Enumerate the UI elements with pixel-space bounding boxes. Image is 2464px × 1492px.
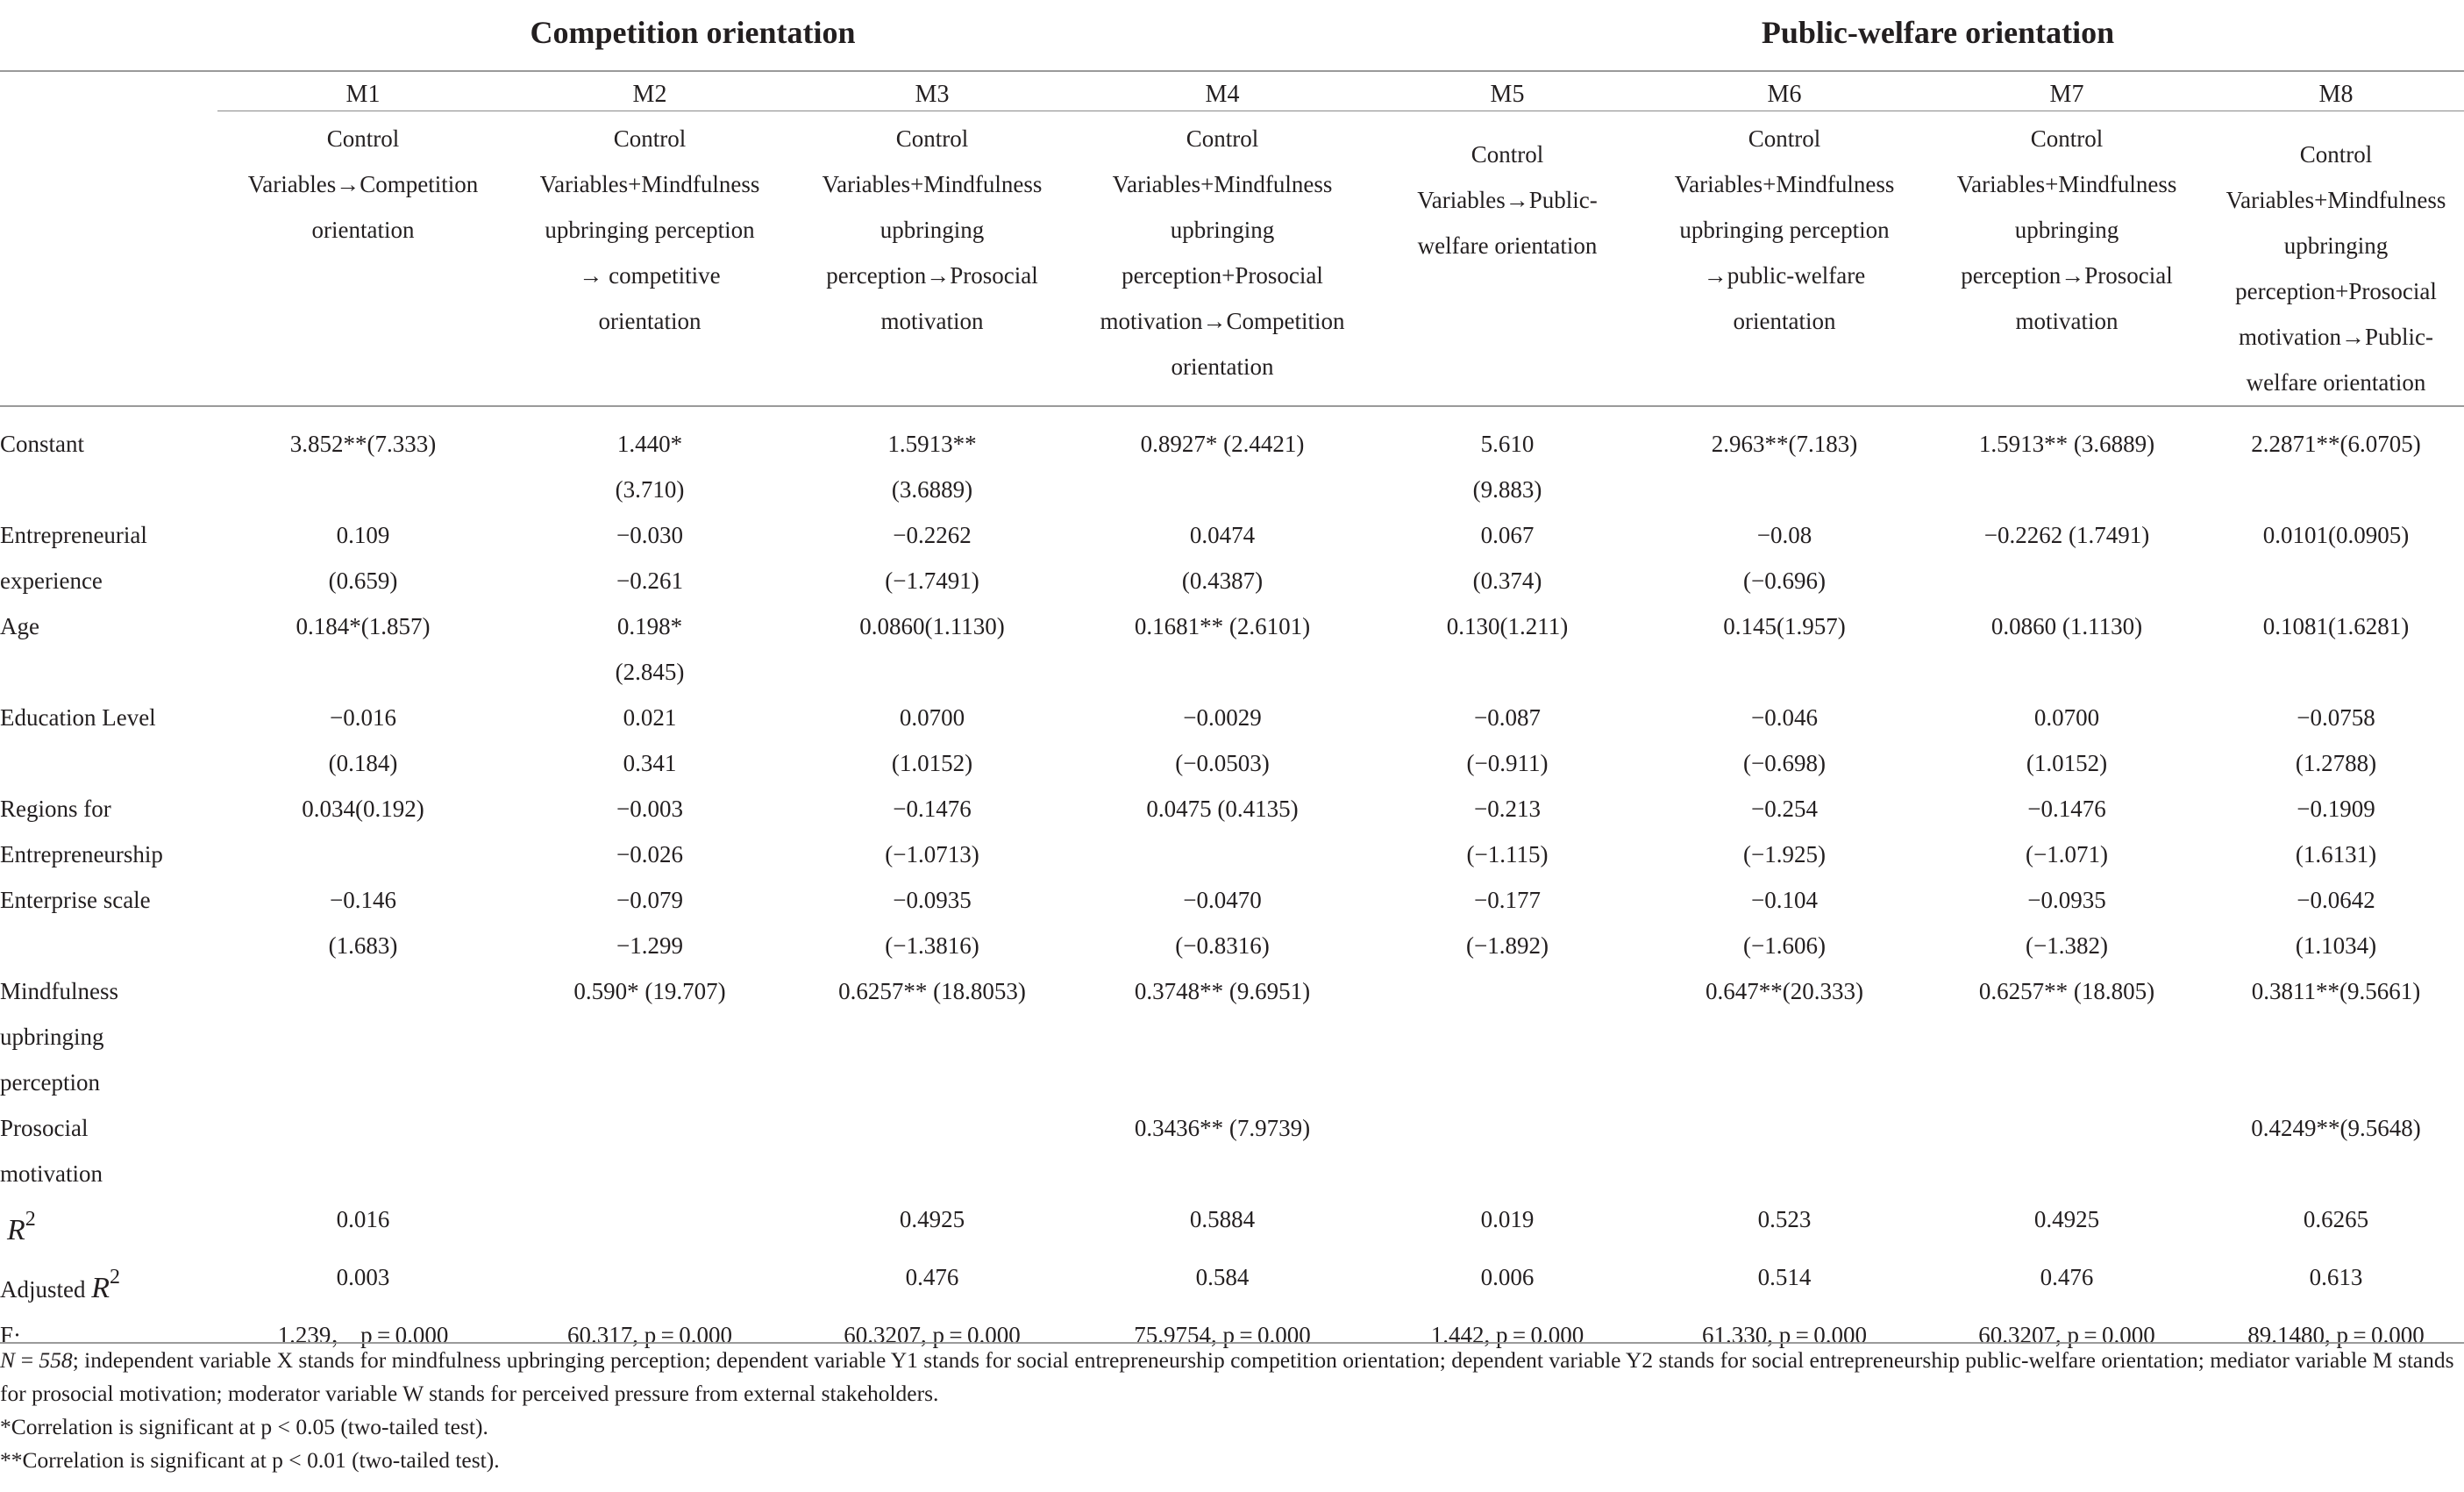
cell-line: −0.0935	[2027, 887, 2106, 913]
table-cell	[2208, 968, 2464, 1105]
cell-line: 0.067	[1480, 522, 1535, 548]
cell-line: −0.08	[1756, 522, 1812, 548]
cell-line: −0.104	[1751, 887, 1818, 913]
cell-line: 0.0700	[2033, 704, 2100, 731]
table-cell	[217, 603, 509, 695]
model-desc-line: Variables+Mindfulness	[1674, 171, 1895, 197]
table-cell	[509, 877, 791, 968]
table-cell	[217, 695, 509, 786]
row-label-line: Age	[0, 613, 39, 639]
row-label-line: Education Level	[0, 704, 156, 731]
cell-line: 0.0860(1.1130)	[859, 613, 1005, 639]
table-cell	[509, 786, 791, 877]
table-row	[0, 695, 2464, 786]
model-id-blank	[0, 75, 217, 116]
row-label-line: motivation	[0, 1160, 103, 1187]
table-cell	[1643, 968, 1926, 1105]
model-id-row	[0, 75, 2464, 116]
table-row	[0, 877, 2464, 968]
cell-line: −0.2262	[893, 522, 972, 548]
table-cell	[1643, 512, 1926, 603]
model-desc-line: Control	[613, 125, 687, 152]
cell-line: (−1.7491)	[885, 568, 979, 594]
table-cell	[1643, 877, 1926, 968]
group-title-competition: Competition orientation	[530, 15, 856, 50]
table-cell: 60.3207, p = 0.000	[1978, 1322, 2155, 1348]
table-row	[0, 603, 2464, 695]
r2-symbol: R	[7, 1214, 25, 1246]
model-desc-line: orientation	[311, 217, 415, 243]
table-cell	[1926, 968, 2208, 1105]
table-notes	[0, 1344, 2455, 1477]
table-cell: 0.5884	[1189, 1206, 1256, 1232]
table-cell	[509, 968, 791, 1105]
table-row	[0, 786, 2464, 877]
cell-line: 0.184*(1.857)	[296, 613, 431, 639]
cell-line	[1643, 1105, 1926, 1151]
cell-line: −0.0758	[2297, 704, 2375, 731]
table-cell: 0.019	[1480, 1206, 1535, 1232]
table-cell	[1371, 1105, 1643, 1196]
cell-line: (3.710)	[615, 476, 685, 503]
cell-line: −0.261	[616, 568, 683, 594]
cell-line: (−1.3816)	[885, 932, 979, 959]
cell-line: −0.046	[1751, 704, 1818, 731]
cell-line: (−0.8316)	[1175, 932, 1270, 959]
row-label-line: Entrepreneurial	[0, 522, 147, 548]
cell-line: 1.5913**	[887, 431, 977, 457]
table-cell: 1.442, p = 0.000	[1430, 1322, 1585, 1348]
model-desc-line: perception→Prosocial	[1961, 262, 2173, 289]
cell-line: 0.021	[623, 704, 677, 731]
model-id-m7: M7	[2049, 81, 2084, 108]
model-desc-line: upbringing	[2283, 232, 2389, 259]
model-desc-line: Variables→Competition	[247, 171, 479, 197]
model-desc-line: Variables+Mindfulness	[539, 171, 760, 197]
cell-line: 0.590* (19.707)	[573, 978, 726, 1004]
cell-line: 5.610	[1480, 431, 1535, 457]
table-cell: 0.6265	[2303, 1206, 2369, 1232]
table-row	[0, 968, 2464, 1105]
table-cell	[1926, 786, 2208, 877]
table-cell: 0.003	[336, 1264, 390, 1290]
model-desc-line: Control	[2030, 125, 2104, 152]
model-desc-line: Variables+Mindfulness	[1956, 171, 2177, 197]
table-cell	[1926, 877, 2208, 968]
table-cell: 0.476	[905, 1264, 959, 1290]
model-desc-line: Control	[1186, 125, 1259, 152]
table-cell	[1371, 877, 1643, 968]
cell-line: 0.0860 (1.1130)	[1990, 613, 2143, 639]
cell-line: −0.030	[616, 522, 683, 548]
table-cell	[2208, 877, 2464, 968]
table-row	[0, 512, 2464, 603]
table-cell	[1073, 512, 1371, 603]
cell-line: 0.130(1.211)	[1446, 613, 1569, 639]
model-desc-line: upbringing	[2014, 217, 2119, 243]
table-cell	[2208, 603, 2464, 695]
table-cell: 0.613	[2309, 1264, 2363, 1290]
cell-line: −0.087	[1474, 704, 1541, 731]
table-cell: 60.3207, p = 0.000	[844, 1322, 1021, 1348]
model-desc-line: upbringing	[879, 217, 985, 243]
table-cell	[1371, 603, 1643, 695]
cell-line: (1.0152)	[2026, 750, 2108, 776]
model-desc-line: motivation	[880, 308, 984, 334]
table-cell	[2208, 1105, 2464, 1196]
table-cell	[791, 695, 1073, 786]
row-label-line: experience	[0, 568, 103, 594]
cell-line: (1.683)	[328, 932, 398, 959]
cell-line: (9.883)	[1472, 476, 1542, 503]
table-cell	[217, 1105, 509, 1196]
cell-line: (−1.071)	[2026, 841, 2108, 867]
row-label	[0, 406, 217, 512]
cell-line	[1371, 1105, 1643, 1151]
model-desc-line: Control	[326, 125, 400, 152]
cell-line: (0.659)	[328, 568, 398, 594]
table-cell	[1926, 695, 2208, 786]
model-desc-line: perception+Prosocial	[1122, 262, 1323, 289]
model-desc-line: perception+Prosocial	[2235, 278, 2437, 304]
model-desc-m7	[1926, 116, 2208, 406]
model-id-m2: M2	[632, 81, 667, 108]
model-desc-line: →public-welfare	[1703, 262, 1866, 289]
model-desc-line: Control	[1748, 125, 1821, 152]
row-label-line: upbringing	[0, 1024, 104, 1050]
table-cell	[1073, 786, 1371, 877]
cell-line: −0.2262 (1.7491)	[1983, 522, 2150, 548]
cell-line: −0.0642	[2297, 887, 2375, 913]
cell-line: −0.0029	[1183, 704, 1262, 731]
cell-line: −1.299	[616, 932, 683, 959]
table-cell	[217, 877, 509, 968]
row-label	[0, 877, 217, 968]
cell-line: 0.6257** (18.8053)	[838, 978, 1026, 1004]
model-desc-line: orientation	[1171, 353, 1274, 380]
table-cell	[2208, 406, 2464, 512]
table-cell	[509, 1254, 791, 1312]
cell-line: (3.6889)	[891, 476, 973, 503]
f-label: F·	[0, 1322, 22, 1348]
model-id-m4: M4	[1205, 81, 1240, 108]
table-cell	[217, 512, 509, 603]
model-desc-line: orientation	[1733, 308, 1836, 334]
row-label	[0, 786, 217, 877]
table-cell	[791, 1105, 1073, 1196]
row-label	[0, 603, 217, 695]
cell-line: −0.003	[616, 796, 683, 822]
table-cell	[509, 512, 791, 603]
table-row-adj-r2_row	[0, 1254, 2464, 1312]
table-cell	[1371, 786, 1643, 877]
table-cell	[2208, 695, 2464, 786]
model-desc-line: Variables→Public-	[1417, 187, 1598, 213]
cell-line: −0.079	[616, 887, 683, 913]
cell-line: (0.4387)	[1181, 568, 1264, 594]
table-cell	[1926, 1105, 2208, 1196]
cell-line: 0.1681** (2.6101)	[1134, 613, 1311, 639]
model-desc-line: welfare orientation	[1417, 232, 1598, 259]
cell-line: 3.852**(7.333)	[289, 431, 437, 457]
model-desc-m2	[509, 116, 791, 406]
table-row	[0, 406, 2464, 512]
cell-line: −0.016	[330, 704, 396, 731]
table-cell	[1926, 603, 2208, 695]
row-label	[0, 695, 217, 786]
table-cell	[2208, 512, 2464, 603]
model-desc-line: Variables+Mindfulness	[1112, 171, 1333, 197]
cell-line: (−0.698)	[1743, 750, 1826, 776]
cell-line: (1.6131)	[2295, 841, 2377, 867]
model-desc-line: orientation	[598, 308, 701, 334]
table-cell: 0.4925	[899, 1206, 965, 1232]
cell-line: 0.145(1.957)	[1723, 613, 1846, 639]
table-cell: 0.514	[1757, 1264, 1812, 1290]
table-cell	[791, 603, 1073, 695]
model-desc-line: Control	[2299, 141, 2373, 168]
note-sig-05: *Correlation is significant at p < 0.05 (two-tailed test).	[0, 1414, 488, 1439]
row-label	[0, 1254, 217, 1312]
cell-line	[217, 1105, 509, 1151]
note-sig-01: **Correlation is significant at p < 0.01 (two-tailed test).	[0, 1447, 500, 1473]
cell-line: (0.374)	[1472, 568, 1542, 594]
adj-r2-symbol: R	[91, 1272, 110, 1304]
table-cell	[1073, 968, 1371, 1105]
row-label-line: Enterprise scale	[0, 887, 151, 913]
cell-line: 0.3436** (7.9739)	[1134, 1115, 1311, 1141]
table-cell	[791, 877, 1073, 968]
cell-line: (2.845)	[615, 659, 685, 685]
cell-line: 0.0474	[1189, 522, 1256, 548]
table-cell: 0.016	[336, 1206, 390, 1232]
table-cell: 60.317, p = 0.000	[566, 1322, 733, 1348]
cell-line: 0.0475 (0.4135)	[1146, 796, 1299, 822]
model-desc-m4	[1073, 116, 1371, 406]
cell-line: −0.1476	[2027, 796, 2106, 822]
model-id-m1: M1	[345, 81, 381, 108]
row-label-line: Constant	[0, 431, 85, 457]
model-id-m8: M8	[2318, 81, 2354, 108]
adj-r2-superscript: 2	[110, 1266, 121, 1289]
model-desc-m8	[2208, 116, 2464, 406]
table-cell: 61.330, p = 0.000	[1701, 1322, 1868, 1348]
table-cell	[217, 786, 509, 877]
table-cell	[509, 695, 791, 786]
model-id-m3: M3	[915, 81, 950, 108]
table-cell	[1073, 1105, 1371, 1196]
cell-line: 0.3748** (9.6951)	[1134, 978, 1311, 1004]
note-sample	[0, 1344, 2455, 1410]
model-desc-m3	[791, 116, 1073, 406]
row-label-line: Prosocial	[0, 1115, 89, 1141]
table-cell	[791, 512, 1073, 603]
top-rule	[0, 70, 2464, 72]
model-desc-line: motivation→Competition	[1100, 308, 1345, 334]
cell-line: 2.2871**(6.0705)	[2251, 431, 2421, 457]
cell-line: (−1.382)	[2026, 932, 2108, 959]
table-row	[0, 1105, 2464, 1196]
table-cell	[509, 1196, 791, 1254]
cell-line: −0.0935	[893, 887, 972, 913]
table-cell	[1371, 406, 1643, 512]
cell-line	[1371, 968, 1643, 1014]
model-id-m5: M5	[1490, 81, 1525, 108]
table-cell	[217, 406, 509, 512]
cell-line: 0.341	[623, 750, 677, 776]
table-cell	[1643, 1105, 1926, 1196]
table-cell	[1073, 877, 1371, 968]
adj-r2-text: Adjusted	[0, 1276, 92, 1303]
cell-line: −0.026	[616, 841, 683, 867]
model-desc-line: Control	[895, 125, 969, 152]
model-desc-line: → competitive	[579, 262, 721, 289]
table-body	[0, 406, 2464, 1358]
regression-table	[0, 75, 2464, 1358]
row-label	[0, 968, 217, 1105]
model-desc-line: motivation	[2015, 308, 2119, 334]
note-variables: ; independent variable X stands for mindfulness upbringing perception; dependent variable Y1 stands for social entrepreneurship competition orientation; dependent variable Y2 stands for social entrepreneurship public-welfare orientation; mediator variable M stands for prosocial motivation; moderator variable W stands for perceived pressure from external stakeholders.	[0, 1347, 2454, 1406]
model-desc-line: Variables+Mindfulness	[822, 171, 1043, 197]
model-desc-line: perception→Prosocial	[826, 262, 1038, 289]
table-cell	[791, 968, 1073, 1105]
table-cell	[1371, 968, 1643, 1105]
cell-line: 0.3811**(9.5661)	[2251, 978, 2421, 1004]
note-n-label: N = 558	[0, 1347, 73, 1373]
table-cell: 0.4925	[2033, 1206, 2100, 1232]
table-cell	[509, 406, 791, 512]
group-header-row	[0, 0, 2464, 70]
table-cell: 0.476	[2040, 1264, 2094, 1290]
r2-superscript: 2	[25, 1208, 36, 1231]
table-cell	[1643, 695, 1926, 786]
row-label	[0, 1105, 217, 1196]
row-label-line: Mindfulness	[0, 978, 118, 1004]
table-cell: 0.523	[1757, 1206, 1812, 1232]
table-cell	[1926, 406, 2208, 512]
model-desc-m6	[1643, 116, 1926, 406]
model-desc-blank	[0, 116, 217, 406]
cell-line: (−1.0713)	[885, 841, 979, 867]
cell-line: (0.184)	[328, 750, 398, 776]
model-desc-line: upbringing	[1170, 217, 1275, 243]
cell-line: −0.1909	[2297, 796, 2375, 822]
cell-line: −0.213	[1474, 796, 1541, 822]
cell-line: −0.254	[1751, 796, 1818, 822]
group-title-public-welfare: Public-welfare orientation	[1761, 15, 2115, 50]
model-desc-line: Control	[1471, 141, 1544, 168]
cell-line: 0.647**(20.333)	[1706, 978, 1863, 1004]
cell-line	[1926, 1105, 2208, 1151]
cell-line: −0.146	[330, 887, 396, 913]
cell-line: 0.109	[336, 522, 390, 548]
model-desc-line: Variables+Mindfulness	[2225, 187, 2446, 213]
table-cell	[791, 406, 1073, 512]
cell-line: 0.0101(0.0905)	[2262, 522, 2410, 548]
cell-line: 0.6257** (18.805)	[1978, 978, 2155, 1004]
cell-line: (−0.911)	[1466, 750, 1549, 776]
model-desc-m5	[1371, 116, 1643, 406]
cell-line: (1.1034)	[2295, 932, 2377, 959]
table-cell	[1073, 603, 1371, 695]
table-cell: 89.1480, p = 0.000	[2247, 1322, 2425, 1348]
cell-line: 0.0700	[899, 704, 965, 731]
model-desc-row	[0, 116, 2464, 406]
table-cell	[217, 968, 509, 1105]
cell-line: (−1.115)	[1466, 841, 1549, 867]
cell-line: (−0.0503)	[1175, 750, 1270, 776]
table-cell: 0.006	[1480, 1264, 1535, 1290]
cell-line: 0.198*	[616, 613, 683, 639]
table-cell	[1643, 406, 1926, 512]
row-label	[0, 1196, 217, 1254]
cell-line: 0.1081(1.6281)	[2262, 613, 2410, 639]
table-cell	[1926, 512, 2208, 603]
cell-line: (−1.925)	[1743, 841, 1826, 867]
model-desc-line: motivation→Public-	[2239, 324, 2433, 350]
table-cell	[1643, 603, 1926, 695]
table-cell	[509, 1105, 791, 1196]
cell-line: (−1.606)	[1743, 932, 1826, 959]
cell-line: (−0.696)	[1743, 568, 1826, 594]
row-label	[0, 512, 217, 603]
cell-line: (1.0152)	[891, 750, 973, 776]
table-cell	[1643, 786, 1926, 877]
cell-line: 1.440*	[616, 431, 683, 457]
cell-line: 1.5913** (3.6889)	[1978, 431, 2155, 457]
table-cell	[1371, 512, 1643, 603]
table-cell	[1073, 695, 1371, 786]
table-cell	[1073, 406, 1371, 512]
model-desc-line: welfare orientation	[2246, 369, 2426, 396]
model-desc-line: upbringing perception	[545, 217, 755, 243]
table-cell	[2208, 786, 2464, 877]
cell-line: −0.177	[1474, 887, 1541, 913]
table-cell: 75.9754, p = 0.000	[1134, 1322, 1311, 1348]
cell-line	[509, 1105, 791, 1151]
table-cell: 0.584	[1195, 1264, 1250, 1290]
cell-line: −0.1476	[893, 796, 972, 822]
model-desc-line: upbringing perception	[1679, 217, 1890, 243]
cell-line: 2.963**(7.183)	[1711, 431, 1858, 457]
row-label-line: perception	[0, 1069, 100, 1096]
cell-line: 0.8927* (2.4421)	[1140, 431, 1305, 457]
cell-line	[791, 1105, 1073, 1151]
cell-line: −0.0470	[1183, 887, 1262, 913]
table-cell	[1371, 695, 1643, 786]
cell-line: (1.2788)	[2295, 750, 2377, 776]
cell-line: 0.034(0.192)	[302, 796, 424, 822]
model-desc-m1	[217, 116, 509, 406]
table-cell: 1.239， p = 0.000	[277, 1322, 449, 1348]
cell-line: 0.4249**(9.5648)	[2251, 1115, 2421, 1141]
cell-line	[217, 968, 509, 1014]
table-cell	[791, 786, 1073, 877]
table-cell	[509, 603, 791, 695]
model-id-m6: M6	[1767, 81, 1802, 108]
cell-line: (−1.892)	[1466, 932, 1549, 959]
row-label-line: Regions for	[0, 796, 111, 822]
table-row-r2-row	[0, 1196, 2464, 1254]
row-label-line: Entrepreneurship	[0, 841, 163, 867]
